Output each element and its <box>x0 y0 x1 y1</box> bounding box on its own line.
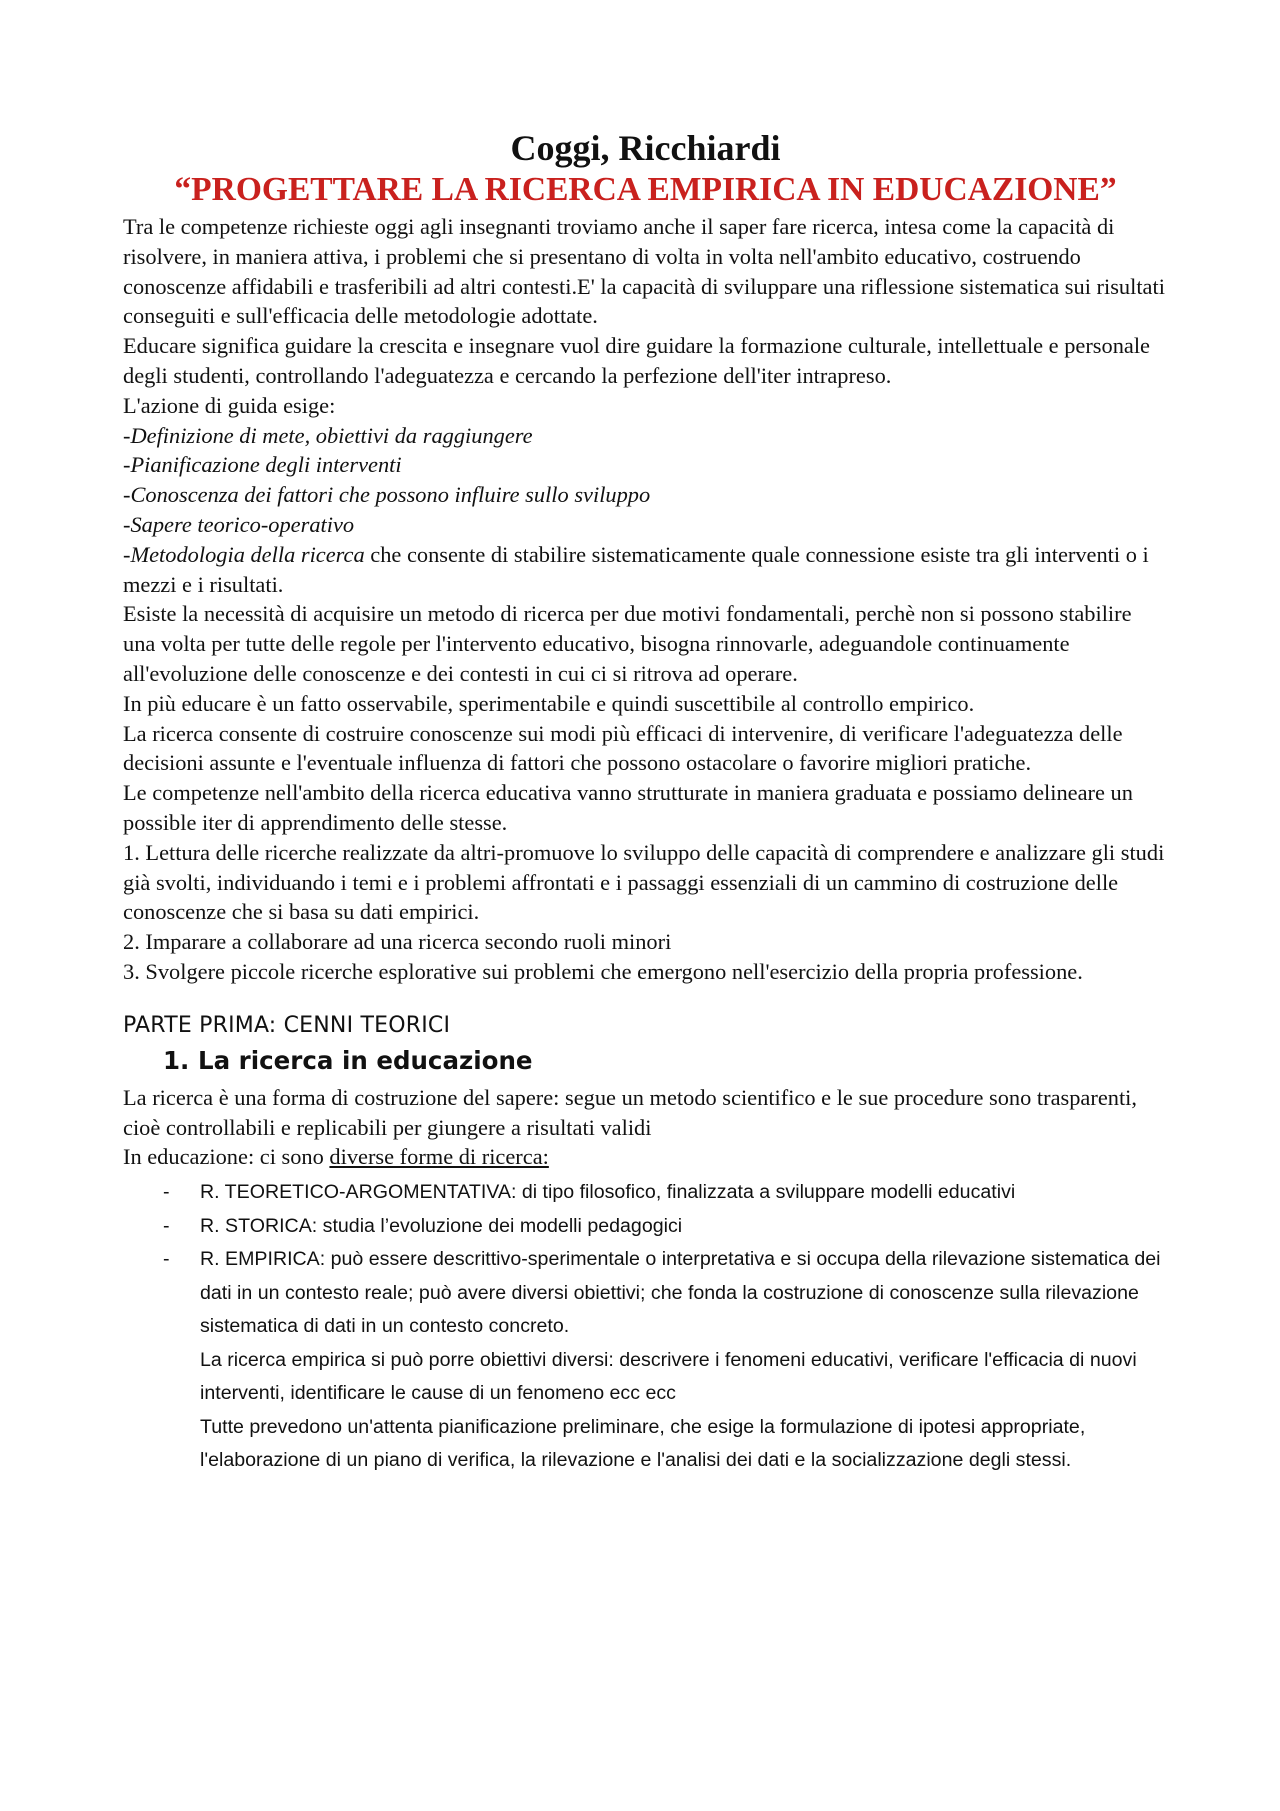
guide-item: -Definizione di mete, obiettivi da raggiungere <box>123 422 533 448</box>
guide-item-text: Definizione di mete, obiettivi da raggiungere <box>130 422 533 448</box>
list-item <box>123 1243 1168 1478</box>
learning-step: 3. Svolgere piccole ricerche esplorative sui problemi che emergono nell'esercizio della propria professione. <box>123 958 1083 984</box>
research-forms-list <box>123 1176 1168 1478</box>
intro-paragraph-2: Educare significa guidare la crescita e insegnare vuol dire guidare la formazione culturale, intellettuale e personale degli studenti, controllando l'adeguatezza e cercando la perfezione dell'iter intrapreso. <box>123 333 1150 388</box>
document-authors: Coggi, Ricchiardi <box>510 128 781 168</box>
document-title: “PROGETTARE LA RICERCA EMPIRICA IN EDUCAZIONE” <box>174 171 1117 208</box>
chapter-title: La ricerca in educazione <box>198 1045 533 1075</box>
bullet-dash: - <box>163 1181 170 1204</box>
intro-paragraph-7: Le competenze nell'ambito della ricerca educativa vanno strutturate in maniera graduata e possiamo delineare un possible iter di apprendimento delle stesse. <box>123 780 1133 835</box>
chapter-number: 1. <box>163 1045 190 1075</box>
chapter-paragraph-1: La ricerca è una forma di costruzione del sapere: segue un metodo scientifico e le sue procedure sono trasparenti, cioè controllabili e replicabili per giungere a risultati validi <box>123 1084 1137 1140</box>
chapter-paragraph-2 <box>123 1142 1168 1172</box>
empirica-paragraph-2: La ricerca empirica si può porre obiettivi diversi: descrivere i fenomeni educativi, verificare l'efficacia di nuovi interventi, identificare le cause di un fenomeno ecc ecc <box>200 1348 1137 1405</box>
guide-item: -Conoscenza dei fattori che possono influire sullo sviluppo <box>123 482 651 508</box>
guide-item-rest: che consente di stabilire sistematicamente quale connessione esiste tra gli interventi o i mezzi e i risultati. <box>123 541 1149 597</box>
bullet-dash: - <box>163 1248 170 1271</box>
guide-item-text: Pianificazione degli interventi <box>130 452 402 478</box>
guide-item-text: Sapere teorico-operativo <box>130 511 355 537</box>
list-item-text: R. EMPIRICA: può essere descrittivo-sperimentale o interpretativa e si occupa della rilevazione sistematica dei dati in un contesto reale; può avere diversi obiettivi; che fonda la costruzione di conoscenze sulla rilevazione sistematica di dati in un contesto concreto. <box>200 1248 1161 1338</box>
empirica-paragraph-3: Tutte prevedono un'attenta pianificazione preliminare, che esige la formulazione di ipotesi appropriate, l'elaborazione di un piano di verifica, la rilevazione e l'analisi dei dati e la socializzazione degli stessi. <box>200 1415 1086 1472</box>
guide-item-italic: Metodologia della ricerca <box>130 541 365 567</box>
list-item <box>123 1210 1168 1244</box>
intro-paragraph-4: Esiste la necessità di acquisire un metodo di ricerca per due motivi fondamentali, perchè non si possono stabilire una volta per tutte delle regole per l'intervento educativo, bisogna rinnovarle, adeguandole continuamente all'evoluzione delle conoscenze e dei contesti in cui ci si ritrova ad operare. <box>123 601 1132 686</box>
guide-item-text: Conoscenza dei fattori che possono influire sullo sviluppo <box>130 482 651 508</box>
chapter-paragraph-2-prefix: In educazione: ci sono <box>123 1144 330 1170</box>
intro-paragraph-6: La ricerca consente di costruire conoscenze sui modi più efficaci di intervenire, di verificare l'adeguatezza delle decisioni assunte e l'eventuale influenza di fattori che possono ostacolare o favorire migliori pratiche. <box>123 720 1123 776</box>
learning-step: 2. Imparare a collaborare ad una ricerca secondo ruoli minori <box>123 929 672 955</box>
part-heading: PARTE PRIMA: CENNI TEORICI <box>123 1012 451 1038</box>
guide-item: -Pianificazione degli interventi <box>123 452 402 478</box>
list-item-text: R. STORICA: studia l’evoluzione dei modelli pedagogici <box>200 1214 683 1237</box>
chapter-section <box>123 1083 1168 1172</box>
chapter-heading <box>123 1043 1168 1079</box>
research-forms-label: diverse forme di ricerca: <box>329 1144 549 1170</box>
list-item <box>123 1176 1168 1210</box>
document-content <box>123 126 1168 1478</box>
list-item-text: R. TEORETICO-ARGOMENTATIVA: di tipo filosofico, finalizzata a sviluppare modelli educativi <box>200 1181 1016 1204</box>
intro-paragraph-5: In più educare è un fatto osservabile, sperimentabile e quindi suscettibile al controllo empirico. <box>123 690 975 716</box>
intro-paragraph-1: Tra le competenze richieste oggi agli insegnanti troviamo anche il saper fare ricerca, intesa come la capacità di risolvere, in maniera attiva, i problemi che si presentano di volta in volta nell'ambito educativo, costruendo conoscenze affidabili e trasferibili ad altri contesti.E' la capacità di sviluppare una riflessione sistematica sui risultati conseguiti e sull'efficacia delle metodologie adottate. <box>123 214 1165 329</box>
intro-paragraph-3: L'azione di guida esige: <box>123 392 336 418</box>
intro-section <box>123 212 1168 987</box>
guide-item-last: -Metodologia della ricerca che consente di stabilire sistematicamente quale connessione esiste tra gli interventi o i mezzi e i risultati. <box>123 541 1149 597</box>
bullet-dash: - <box>163 1214 170 1237</box>
learning-step: 1. Lettura delle ricerche realizzate da altri-promuove lo sviluppo delle capacità di comprendere e analizzare gli studi già svolti, individuando i temi e i problemi affrontati e i passaggi essenziali di un cammino di costruzione delle conoscenze che si basa su dati empirici. <box>123 839 1165 925</box>
guide-item: -Sapere teorico-operativo <box>123 511 355 537</box>
